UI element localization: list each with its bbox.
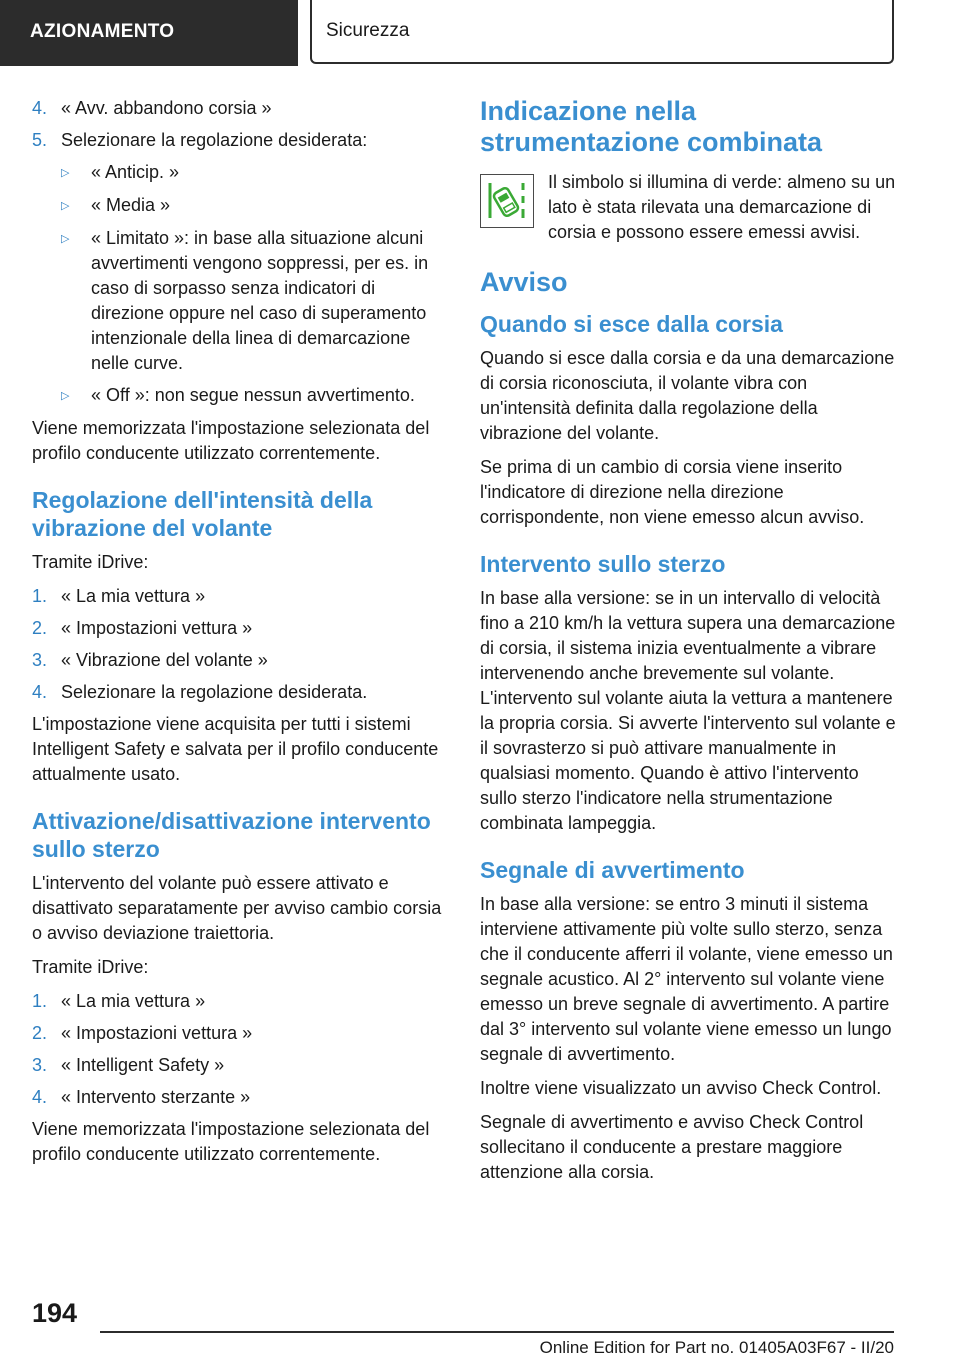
heading-warning: Avviso: [480, 267, 568, 297]
step-text: « Intervento sterzante »: [61, 1087, 251, 1107]
list-item: [32, 96, 448, 121]
heading-instrument-display: Indicazione nella strumentazione combinata: [480, 96, 823, 157]
list-item: [32, 989, 448, 1014]
step-number: 3.: [32, 650, 48, 670]
triangle-bullet-icon: ▷: [61, 200, 70, 212]
step-text: « Impostazioni vettura »: [61, 618, 253, 638]
paragraph-leaving-lane: Quando si esce dalla corsia e da una demarcazione di corsia riconosciuta, il volante vibra con un'intensità definita dalla regolazione della vibrazione del volante.: [480, 348, 895, 443]
step-number: 2.: [32, 618, 48, 638]
chapter-title: Sicurezza: [326, 20, 410, 41]
triangle-bullet-icon: ▷: [61, 233, 70, 245]
paragraph-steering-intervention: In base alla versione: se in un intervallo di velocità fino a 210 km/h la vettura supera una demarcazione di corsia, il sistema inizia eventualmente a vibrare intervenendo anche brevemente sul volante. L'intervento sul volante aiuta la vettura a mantenere la propria corsia. Si avverte l'intervento sul volante e il sovrasterzo si può attivare manualmente in qualsiasi momento. Quando è attivo l'intervento sullo sterzo l'indicatore nella strumentazione combinata lampeggia.: [480, 588, 896, 833]
paragraph-steering-activation: L'intervento del volante può essere attivato e disattivato separatamente per avviso cambio corsia o avviso deviazione traiettoria.: [32, 873, 442, 943]
paragraph-saved-setting: Viene memorizzata l'impostazione selezionata del profilo conducente utilizzato correntemente.: [32, 418, 430, 463]
lane-departure-green-icon: [480, 174, 534, 228]
list-item: [32, 1085, 448, 1110]
step-text: « Impostazioni vettura »: [61, 1023, 253, 1043]
chapter-tab: [310, 0, 894, 64]
footer-divider: [100, 1331, 894, 1333]
heading-warning-signal: Segnale di avvertimento: [480, 857, 745, 883]
paragraph-setting-acquired: L'impostazione viene acquisita per tutti i sistemi Intelligent Safety e salvata per il profilo conducente attualmente usato.: [32, 714, 439, 784]
paragraph-saved-setting: Viene memorizzata l'impostazione selezionata del profilo conducente utilizzato correntemente.: [32, 1119, 430, 1164]
bullet-text: « Media »: [91, 195, 171, 215]
paragraph-turn-signal: Se prima di un cambio di corsia viene inserito l'indicatore di direzione nella direzione corrispondente, non viene emesso alcun avviso.: [480, 457, 865, 527]
step-text: « La mia vettura »: [61, 991, 206, 1011]
step-number: 4.: [32, 682, 48, 702]
bullet-text: « Off »: non segue nessun avvertimento.: [91, 385, 415, 405]
step-text: Selezionare la regolazione desiderata.: [61, 682, 368, 702]
step-text: « Avv. abbandono corsia »: [61, 98, 272, 118]
bullet-text: « Anticip. »: [91, 162, 180, 182]
step-text: « La mia vettura »: [61, 586, 206, 606]
step-number: 5.: [32, 130, 48, 150]
paragraph-warning-signal: In base alla versione: se entro 3 minuti il sistema interviene attivamente più volte sullo sterzo, senza che il conducente afferri il volante, viene emesso un segnale acustico. Al 2° intervento sul volante viene emesso un breve segnale di avvertimento. A partire dal 3° intervento sul volante viene emesso un lungo segnale di avvertimento.: [480, 894, 893, 1064]
bullet-item: [32, 160, 448, 186]
symbol-description: [480, 170, 900, 245]
step-number: 1.: [32, 991, 48, 1011]
list-item: [32, 128, 448, 153]
heading-steering-intervention: Intervento sullo sterzo: [480, 551, 726, 577]
step-text: Selezionare la regolazione desiderata:: [61, 130, 368, 150]
step-number: 1.: [32, 586, 48, 606]
list-item: [32, 648, 448, 673]
triangle-bullet-icon: ▷: [61, 167, 70, 179]
list-item: [32, 1053, 448, 1078]
step-number: 3.: [32, 1055, 48, 1075]
paragraph-check-control: Inoltre viene visualizzato un avviso Check Control.: [480, 1078, 882, 1098]
paragraph-via-idrive: Tramite iDrive:: [32, 552, 149, 572]
step-text: « Intelligent Safety »: [61, 1055, 225, 1075]
list-item: [32, 680, 448, 705]
paragraph-attention: Segnale di avvertimento e avviso Check Control sollecitano il conducente a prestare maggiore attenzione alla corsia.: [480, 1112, 864, 1182]
section-title: AZIONAMENTO: [30, 21, 175, 42]
bullet-item: [32, 193, 448, 219]
heading-steering-activation: Attivazione/disattivazione intervento sullo sterzo: [32, 808, 431, 862]
bullet-item: [32, 383, 448, 409]
triangle-bullet-icon: ▷: [61, 390, 70, 402]
step-number: 4.: [32, 98, 48, 118]
edition-note: Online Edition for Part no. 01405A03F67 - II/20: [539, 1338, 894, 1357]
left-column: [32, 96, 448, 1176]
section-tab: [0, 0, 298, 64]
list-item: [32, 616, 448, 641]
header-divider: [0, 64, 298, 66]
list-item: [32, 1021, 448, 1046]
bullet-text: « Limitato »: in base alla situazione alcuni avvertimenti vengono soppressi, per es. in caso di sorpasso senza indicatori di direzione oppure nel caso di superamento intenzionale della linea di demarcazione nelle curve.: [91, 228, 429, 373]
heading-vibration-intensity: Regolazione dell'intensità della vibrazione del volante: [32, 487, 373, 541]
paragraph-via-idrive: Tramite iDrive:: [32, 957, 149, 977]
step-number: 2.: [32, 1023, 48, 1043]
symbol-explanation: Il simbolo si illumina di verde: almeno su un lato è stata rilevata una demarcazione di corsia e possono essere emessi avvisi.: [548, 172, 896, 242]
right-column: [480, 96, 900, 1194]
list-item: [32, 584, 448, 609]
step-number: 4.: [32, 1087, 48, 1107]
heading-leaving-lane: Quando si esce dalla corsia: [480, 311, 783, 337]
page-number: 194: [32, 1298, 78, 1328]
bullet-item: [32, 226, 448, 376]
step-text: « Vibrazione del volante »: [61, 650, 268, 670]
